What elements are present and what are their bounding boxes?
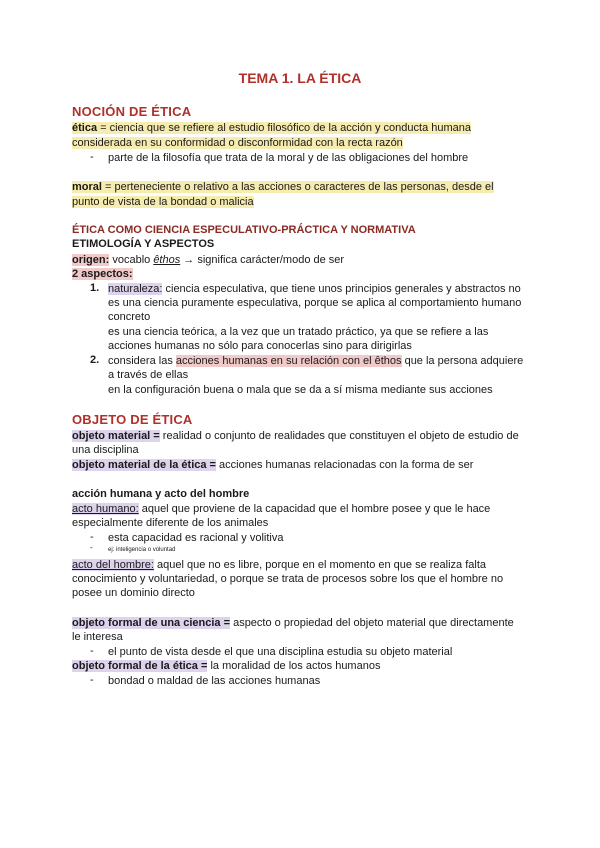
acto-humano-term: acto humano: xyxy=(72,503,139,515)
objeto-material-term: objeto material = xyxy=(72,430,160,442)
item1-line4: es una ciencia teórica, a la vez que un tratado práctico, ya que se refiere a las xyxy=(108,326,489,338)
objeto-formal-line1: objeto formal de una ciencia = aspecto o propiedad del objeto material que directamente xyxy=(72,617,514,629)
acto-humano-line1: acto humano: aquel que proviene de la capacidad que el hombre posee y que le hace xyxy=(72,503,491,515)
list-number-1: 1. xyxy=(90,282,100,294)
bullet-dash: - xyxy=(90,645,94,657)
naturaleza-label: naturaleza: xyxy=(108,283,163,295)
origen-line: origen: vocablo êthos → significa carácter/modo de ser xyxy=(72,254,345,266)
bullet-dash: - xyxy=(90,531,94,543)
objeto-material-etica-line: objeto material de la ética = acciones humanas relacionadas con la forma de ser xyxy=(72,459,474,471)
moral-definition-line2: punto de vista de la bondad o malicia xyxy=(72,196,254,208)
acto-humano-example: ej: inteligencia o voluntad xyxy=(108,547,176,553)
objeto-formal-term: objeto formal de una ciencia = xyxy=(72,617,231,629)
objeto-formal-etica-line: objeto formal de la ética = la moralidad de los actos humanos xyxy=(72,660,381,672)
item2-line3: en la configuración buena o mala que se da a sí misma mediante sus acciones xyxy=(108,384,493,396)
item1-line1: naturaleza: ciencia especulativa, que tiene unos principios generales y abstractos no xyxy=(108,283,521,295)
item1-line3: concreto xyxy=(108,311,151,323)
objeto-formal-etica-term: objeto formal de la ética = xyxy=(72,660,208,672)
objeto-material-etica-term: objeto material de la ética = xyxy=(72,459,216,471)
etica-definition-line1: ética = ciencia que se refiere al estudio filosófico de la acción y conducta humana xyxy=(72,122,471,134)
moral-term: moral xyxy=(72,181,102,193)
bullet-dash: - xyxy=(90,151,94,163)
acto-hombre-term: acto del hombre: xyxy=(72,559,154,571)
etica-bullet: parte de la filosofía que trata de la moral y de las obligaciones del hombre xyxy=(108,152,469,164)
heading-especulativa: ÉTICA COMO CIENCIA ESPECULATIVO-PRÁCTICA Y NORMATIVA xyxy=(72,224,416,236)
objeto-material-line2: una disciplina xyxy=(72,444,139,456)
acciones-ethos-highlight: acciones humanas en su relación con el êthos xyxy=(175,355,402,367)
subheading-etimologia: ETIMOLOGÍA Y ASPECTOS xyxy=(72,238,215,250)
acto-hombre-line1: acto del hombre: aquel que no es libre, porque en el momento en que se realiza falta xyxy=(72,559,486,571)
heading-objeto: OBJETO DE ÉTICA xyxy=(72,412,193,427)
heading-nocion: NOCIÓN DE ÉTICA xyxy=(72,104,192,119)
bullet-dash: - xyxy=(90,543,93,552)
item2-line1: considera las acciones humanas en su relación con el êthos que la persona adquiere xyxy=(108,355,524,367)
objeto-formal-etica-bullet: bondad o maldad de las acciones humanas xyxy=(108,675,321,687)
item1-line2: es una ciencia puramente especulativa, porque se aplica al comportamiento humano xyxy=(108,297,522,309)
acto-hombre-line3: posee un dominio directo xyxy=(72,587,195,599)
acto-humano-bullet: esta capacidad es racional y volitiva xyxy=(108,532,284,544)
list-number-2: 2. xyxy=(90,354,100,366)
subheading-accion-humana: acción humana y acto del hombre xyxy=(72,488,250,500)
aspectos-label: 2 aspectos: xyxy=(72,268,133,280)
objeto-formal-line2: le interesa xyxy=(72,631,123,643)
etica-definition-line2: considerada en su conformidad o disconformidad con la recta razón xyxy=(72,137,403,149)
item2-line2: a través de ellas xyxy=(108,369,189,381)
objeto-material-line1: objeto material = realidad o conjunto de realidades que constituyen el objeto de estudio de xyxy=(72,430,519,442)
moral-definition-line1: moral = perteneciente o relativo a las acciones o caracteres de las personas, desde el xyxy=(72,181,494,193)
acto-humano-line2: especialmente diferente de los animales xyxy=(72,517,269,529)
item1-line5: acciones humanas no sólo para conocerlas sino para dirigirlas xyxy=(108,340,412,352)
ethos-word: êthos xyxy=(153,254,181,266)
origen-label: origen: xyxy=(72,254,110,266)
bullet-dash: - xyxy=(90,674,94,686)
page-title: TEMA 1. LA ÉTICA xyxy=(238,70,362,86)
etica-term: ética xyxy=(72,122,98,134)
acto-hombre-line2: conocimiento y voluntariedad, o porque se trata de procesos sobre los que el hombre no xyxy=(72,573,504,585)
objeto-formal-bullet: el punto de vista desde el que una disciplina estudia su objeto material xyxy=(108,646,453,658)
